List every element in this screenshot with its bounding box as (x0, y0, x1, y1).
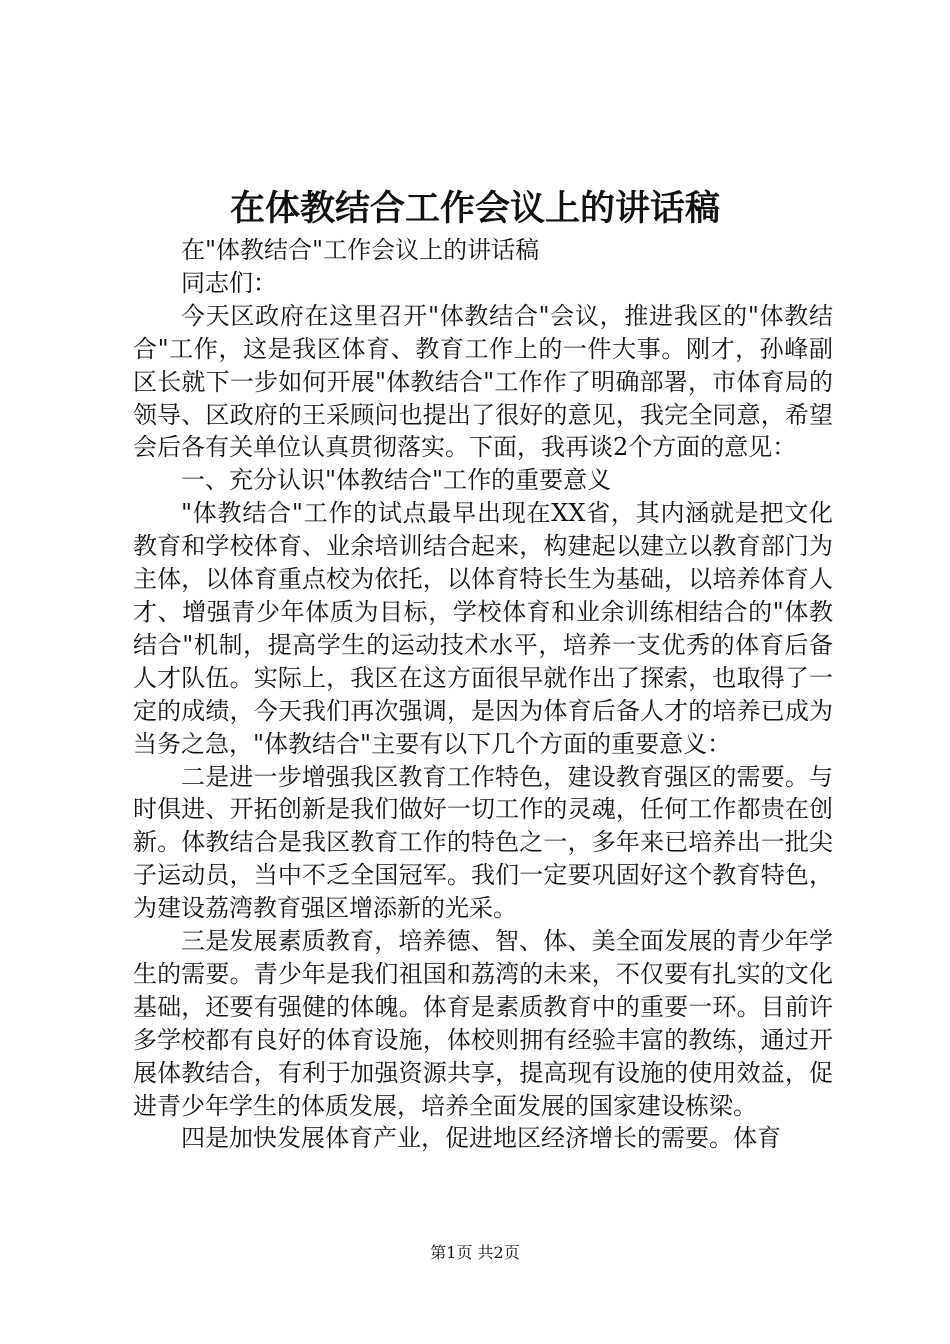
page-footer: 第1页 共2页 (430, 1243, 520, 1262)
paragraph-intro: 今天区政府在这里召开"体教结合"会议，推进我区的"体教结合"工作，这是我区体育、教育工作上的一件大事。刚才，孙峰副区长就下一步如何开展"体教结合"工作作了明确部署，市体育局的领导、区政府的王采顾问也提出了很好的意见，我完全同意，希望会后各有关单位认真贯彻落实。下面，我再谈2个方面的意见： (133, 301, 833, 462)
document-body (133, 234, 833, 1155)
document-title: 在体教结合工作会议上的讲话稿 (229, 188, 720, 229)
paragraph-subtitle: 在"体教结合"工作会议上的讲话稿 (181, 236, 540, 264)
paragraph-point-four: 四是加快发展体育产业，促进地区经济增长的需要。体育 (181, 1124, 781, 1153)
paragraph-background: "体教结合"工作的试点最早出现在XX省，其内涵就是把文化教育和学校体育、业余培训结合起来，构建起以建立以教育部门为主体，以体育重点校为依托，以体育特长生为基础，以培养体育人才、增强青少年体质为目标，学校体育和业余训练相结合的"体教结合"机制，提高学生的运动技术水平，培养一支优秀的体育后备人才队伍。实际上，我区在这方面很早就作出了探索，也取得了一定的成绩，今天我们再次强调，是因为体育后备人才的培养已成为当务之急，"体教结合"主要有以下几个方面的重要意义： (133, 499, 833, 758)
paragraph-section-heading: 一、充分认识"体教结合"工作的重要意义 (181, 466, 612, 495)
paragraph-salutation: 同志们： (181, 268, 277, 297)
paragraph-point-three: 三是发展素质教育，培养德、智、体、美全面发展的青少年学生的需要。青少年是我们祖国和荔湾的未来，不仅要有扎实的文化基础，还要有强健的体魄。体育是素质教育中的重要一环。目前许多学校都有良好的体育设施，体校则拥有经验丰富的教练，通过开展体教结合，有利于加强资源共享，提高现有设施的使用效益，促进青少年学生的体质发展，培养全面发展的国家建设栋梁。 (133, 927, 833, 1120)
paragraph-point-two: 二是进一步增强我区教育工作特色，建设教育强区的需要。与时俱进、开拓创新是我们做好一切工作的灵魂，任何工作都贵在创新。体教结合是我区教育工作的特色之一，多年来已培养出一批尖子运动员，当中不乏全国冠军。我们一定要巩固好这个教育特色，为建设荔湾教育强区增添新的光采。 (133, 762, 833, 923)
